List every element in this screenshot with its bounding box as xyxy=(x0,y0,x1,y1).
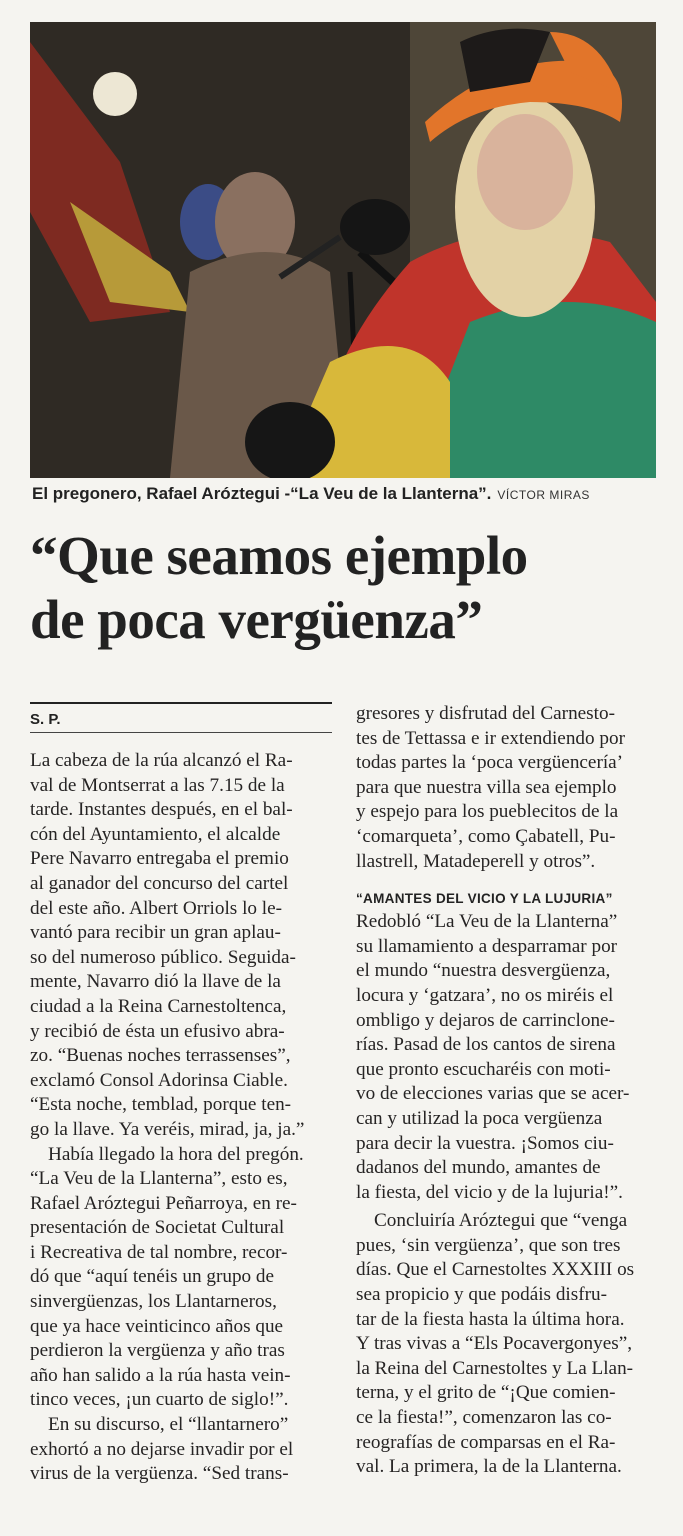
body-line: pues, ‘sin vergüenza’, que son tres xyxy=(356,1234,621,1256)
body-line: tinco veces, ¡un cuarto de siglo!”. xyxy=(30,1389,289,1411)
body-line: Pere Navarro entregaba el premio xyxy=(30,848,289,870)
body-line: su llamamiento a desparramar por xyxy=(356,935,618,957)
byline: S. P. xyxy=(30,708,332,733)
body-line: vantó para recibir un gran aplau- xyxy=(30,922,281,944)
section-subhead: “AMANTES DEL VICIO Y LA LUJURIA” xyxy=(356,891,613,907)
body-line: ciudad a la Reina Carnestoltenca, xyxy=(30,995,287,1017)
body-line: al ganador del concurso del cartel xyxy=(30,872,289,894)
body-line: so del numeroso público. Seguida- xyxy=(30,946,296,968)
body-line: val de Montserrat a las 7.15 de la xyxy=(30,774,285,796)
body-line: ombligo y dejaros de carrinclone- xyxy=(356,1009,615,1031)
body-line: cón del Ayuntamiento, el alcalde xyxy=(30,823,281,845)
photo-caption xyxy=(32,484,662,504)
body-line: val. La primera, la de la Llanterna. xyxy=(356,1456,622,1478)
body-line: para decir la vuestra. ¡Somos ciu- xyxy=(356,1132,614,1154)
body-line: tes de Tettassa e ir extendiendo por xyxy=(356,727,625,749)
body-line: terna, y el grito de “¡Que comien- xyxy=(356,1382,616,1404)
body-line: Redobló “La Veu de la Llanterna” xyxy=(356,911,618,933)
body-line: para que nuestra villa sea ejemplo xyxy=(356,776,617,798)
body-line: En su discurso, el “llantarnero” xyxy=(48,1414,289,1436)
body-line: ce la fiesta!”, comenzaron las co- xyxy=(356,1407,612,1429)
body-line: mente, Navarro dió la llave de la xyxy=(30,971,281,993)
caption-text: El pregonero, Rafael Aróztegui -“La Veu de la Llanterna”. xyxy=(32,484,492,503)
body-line: vo de elecciones varias que se acer- xyxy=(356,1083,630,1105)
body-line: llastrell, Matadeperell y otros”. xyxy=(356,850,596,872)
body-line: del este año. Albert Orriols lo le- xyxy=(30,897,283,919)
body-line: sinvergüenzas, los Llantarneros, xyxy=(30,1291,277,1313)
body-line: días. Que el Carnestoltes XXXIII os xyxy=(356,1259,635,1281)
body-line: virus de la vergüenza. “Sed trans- xyxy=(30,1463,289,1485)
body-line: perdieron la vergüenza y año tras xyxy=(30,1340,285,1362)
body-line: La cabeza de la rúa alcanzó el Ra- xyxy=(30,750,293,771)
body-line: la fiesta, del vicio y de la lujuria!”. xyxy=(356,1181,623,1203)
right-column xyxy=(356,702,658,1480)
body-line: tar de la fiesta hasta la última hora. xyxy=(356,1308,625,1330)
body-line: gresores y disfrutad del Carnesto- xyxy=(356,703,615,724)
left-column xyxy=(30,702,332,1487)
body-line: “La Veu de la Llanterna”, esto es, xyxy=(30,1168,288,1190)
body-line: que pronto escucharéis con moti- xyxy=(356,1058,611,1080)
body-line: todas partes la ‘poca vergüencería’ xyxy=(356,752,624,774)
article-photo xyxy=(30,22,656,478)
body-line: zo. “Buenas noches terrassenses”, xyxy=(30,1045,291,1067)
body-line: y espejo para los pueblecitos de la xyxy=(356,801,619,823)
body-line: go la llave. Ya veréis, mirad, ja, ja.” xyxy=(30,1118,305,1140)
body-line: la Reina del Carnestoltes y La Llan- xyxy=(356,1357,634,1379)
body-line: año han salido a la rúa hasta vein- xyxy=(30,1364,291,1386)
body-line: locura y ‘gatzara’, no os miréis el xyxy=(356,984,614,1006)
body-line: dadanos del mundo, amantes de xyxy=(356,1157,601,1179)
photo-credit: VÍCTOR MIRAS xyxy=(497,488,590,502)
body-line: rías. Pasad de los cantos de sirena xyxy=(356,1034,616,1056)
byline-rule xyxy=(30,702,332,704)
body-line: Y tras vivas a “Els Pocavergonyes”, xyxy=(356,1333,633,1355)
headline xyxy=(30,524,670,652)
body-line: Concluiría Aróztegui que “venga xyxy=(374,1210,628,1232)
body-line: Rafael Aróztegui Peñarroya, en re- xyxy=(30,1192,297,1214)
body-line: sea propicio y que podáis disfru- xyxy=(356,1284,607,1306)
body-line: exhortó a no dejarse invadir por el xyxy=(30,1438,294,1460)
headline-line-2: de poca vergüenza” xyxy=(30,589,483,650)
body-line: Había llegado la hora del pregón. xyxy=(48,1143,304,1165)
body-line: “Esta noche, temblad, porque ten- xyxy=(30,1094,292,1116)
body-line: el mundo “nuestra desvergüenza, xyxy=(356,960,611,982)
pregonero-photo-illustration xyxy=(30,22,656,478)
body-line: tarde. Instantes después, en el bal- xyxy=(30,799,293,821)
body-line: exclamó Consol Adorinsa Ciable. xyxy=(30,1069,288,1091)
body-line: reografías de comparsas en el Ra- xyxy=(356,1431,616,1453)
body-line: que ya hace veinticinco años que xyxy=(30,1315,284,1337)
body-line: ‘comarqueta’, como Çabatell, Pu- xyxy=(356,825,616,847)
body-line: can y utilizad la poca vergüenza xyxy=(356,1107,603,1129)
headline-line-1: “Que seamos ejemplo xyxy=(30,525,528,586)
body-line: y recibió de ésta un efusivo abra- xyxy=(30,1020,285,1042)
body-line: presentación de Societat Cultural xyxy=(30,1217,285,1239)
body-line: i Recreativa de tal nombre, recor- xyxy=(30,1241,288,1263)
body-line: dó que “aquí tenéis un grupo de xyxy=(30,1266,275,1288)
